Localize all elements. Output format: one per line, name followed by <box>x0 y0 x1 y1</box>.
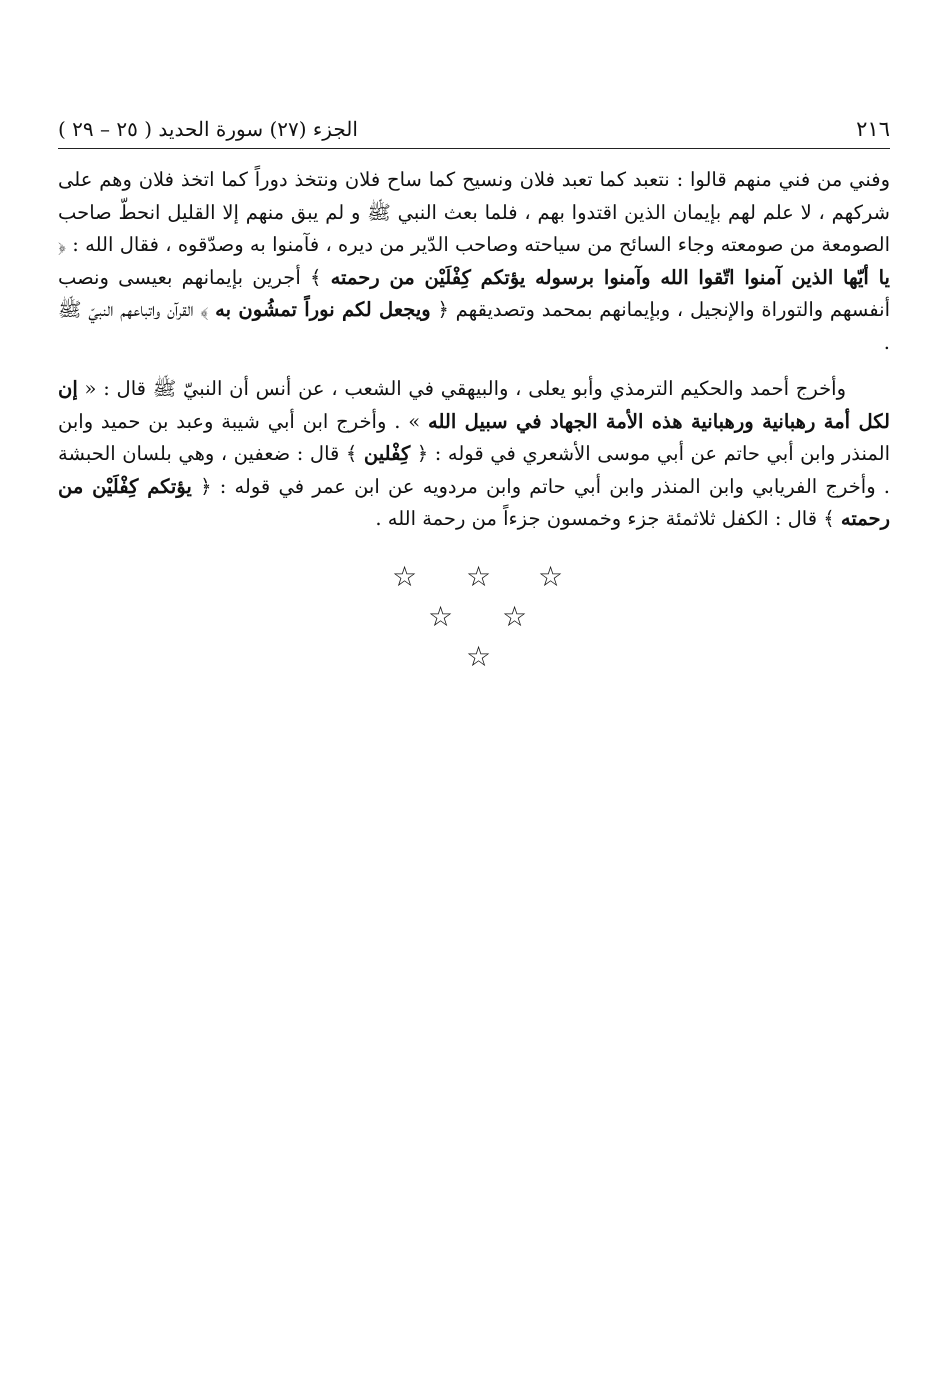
paragraph-1 <box>58 164 890 359</box>
quran-word: كِفْلين <box>363 442 411 465</box>
page-header <box>58 112 890 149</box>
paragraph-1-text-a: وفني من فني منهم قالوا : نتعبد كما تعبد فلان ونسيح كما ساح فلان ونتخذ دوراً كما اتخذ فلان وهم على شركهم ، لا علم لهم بإيمان الذين اقتدوا بهم ، فلما بعث النبي ﷺ و لم يبق منهم إلا القليل انحطّ صاحب الصومعة من صومعته وجاء السائح من سياحته وصاحب الدّير من ديره ، فآمنوا به وصدّقوه ، فقال الله : ﴿ <box>58 168 890 256</box>
paragraph-2-text-b: » . وأخرج ابن أبي شيبة وعبد بن حميد وابن المنذر وابن أبي حاتم عن أبي موسى الأشعري في قوله : ﴿ <box>58 409 891 465</box>
paragraph-2-text-d: ﴾ قال : الكفل ثلاثمئة جزء وخمسون جزءاً من رحمة الله . <box>375 507 835 530</box>
star-icon: ☆ <box>466 640 492 673</box>
running-head: الجزء (٢٧) سورة الحديد ( ٢٥ – ٢٩ ) <box>58 117 358 141</box>
star-icon: ☆ <box>466 560 492 593</box>
paragraph-1-text-b: ﴾ أجرين بإيمانهم بعيسى ونصب أنفسهم والتوراة والإنجيل ، وبإيمانهم بمحمد وتصديقهم ﴿ <box>58 265 891 321</box>
quran-verse-2: ويجعل لكم نوراً تمشُون به <box>215 298 431 321</box>
paragraph-2-text-c: ﴾ قال : ضعفين ، وهي بلسان الحبشة . وأخرج الفريابي وابن المنذر وابن أبي حاتم وابن مردويه عن ابن عمر في قوله : ﴿ <box>58 442 891 498</box>
page-number: ٢١٦ <box>856 117 890 141</box>
star-icon: ☆ <box>538 560 564 593</box>
body-text <box>58 164 890 536</box>
section-end-ornament <box>0 560 949 673</box>
hadith-quote: إن لكل أمة رهبانية ورهبانية هذه الأمة الجهاد في سبيل الله <box>58 377 890 433</box>
paragraph-2 <box>58 373 890 536</box>
star-icon: ☆ <box>392 560 418 593</box>
star-icon: ☆ <box>428 600 454 633</box>
paragraph-2-text-a: وأخرج أحمد والحكيم الترمذي وأبو يعلى ، والبيهقي في الشعب ، عن أنس أن النبيّ ﷺ قال : « <box>84 377 846 400</box>
paragraph-1-text-c: ﴾ القرآن واتباعهم النبيّ ﷺ . <box>58 298 890 354</box>
quran-verse-3: يؤتكم كِفْلَيْن من رحمته <box>58 474 890 530</box>
star-icon: ☆ <box>502 600 528 633</box>
quran-verse-1: يا أيّها الذين آمنوا اتّقوا الله وآمنوا برسوله يؤتكم كِفْلَيْن من رحمته <box>330 265 890 289</box>
